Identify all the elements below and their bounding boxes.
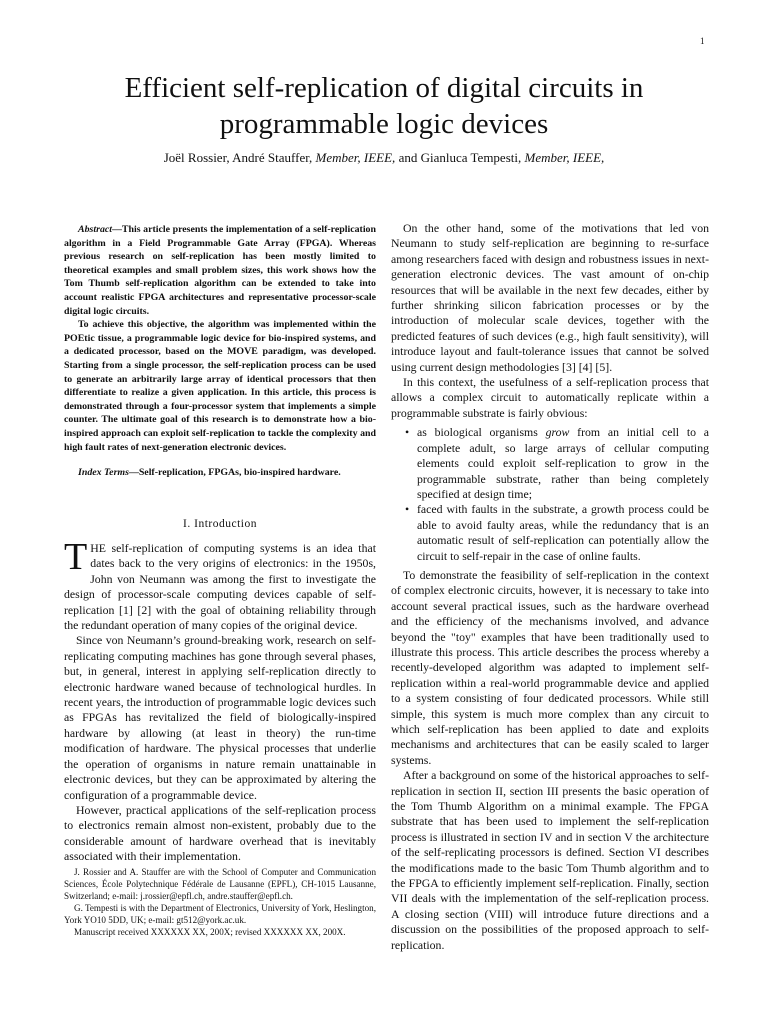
- index-terms-text: —Self-replication, FPGAs, bio-inspired hardware.: [128, 467, 341, 478]
- bullet-item-2: • faced with faults in the substrate, a growth process could be able to avoid faulty areas, while the redundancy that is an automatic result of self-replication can potentially allow the circuit to self-repair in the case of online faults.: [417, 502, 709, 564]
- intro-text-1: HE self-replication of computing systems is an idea that dates back to the very origins of electronics: in the 1950s, John von Neumann was among the first to investigate the design of processor-scale computing devices capable of self-replication [1] [2] with the goal of obtaining reliability through the redundant operation of many copies of the original device.: [64, 541, 376, 633]
- right-paragraph-3: To demonstrate the feasibility of self-replication in the context of complex electronic circuits, however, it is necessary to take into account several practical issues, such as the hardware overhead and the efficiency of the mechanisms involved, and advance beyond the "toy" examples that have been traditionally used to illustrate this process. This article describes the process whereby a recently-developed algorithm was adapted to implement self-replication within a real-world programmable device and applied to a system consisting of four dedicated processors. While still simple, this system is much more complex than any circuit to which self-replication has been applied to date and exploits mechanisms and architectures that can be easily scaled to larger systems.: [391, 567, 709, 767]
- footnote-2: G. Tempesti is with the Department of Electronics, University of York, Heslington, York YO10 5DD, UK; e-mail: gt512@york.ac.uk.: [64, 903, 376, 925]
- paper-title: [60, 70, 708, 142]
- author-names-2: and Gianluca Tempesti,: [398, 150, 522, 165]
- index-terms: [64, 466, 376, 479]
- abstract-paragraph-2: To achieve this objective, the algorithm was implemented within the POEtic tissue, a programmable logic device for bio-inspired systems, and a dedicated processor, based on the MOVE paradigm, was developed. Starting from a single processor, the self-replication process can be used to generate an arbitrarily large array of identical processors that then differentiate to realize a given application. In this article, this process is demonstrated through a four-processor system that implements a simple counter. The ultimate goal of this research is to demonstrate how a bio-inspired approach can exploit self-replication to tackle the complexity and high fault rates of next-generation electronic devices.: [64, 319, 376, 453]
- abstract-text-1: —This article presents the implementation of a self-replication algorithm in a Field Programmable Gate Array (FPGA). Whereas previous research on self-replication has been mostly limited to theoretical examples and small problem sizes, this work shows how the Tom Thumb self-replication algorithm can be extended to take into account realistic FPGA architectures and representative processor-scale digital logic circuits.: [64, 224, 376, 317]
- footnote: [64, 866, 376, 938]
- author-line: [60, 150, 708, 166]
- intro-paragraph-3: However, practical applications of the self-replication process to electronics remain almost non-existent, probably due to the considerable amount of hardware overhead that is inevitably associated with their implementation.: [64, 802, 376, 864]
- abstract-lead: Abstract: [78, 224, 113, 235]
- right-paragraph-2: In this context, the usefulness of a self-replication process that allows a complex circuit to automatically replicate within a programmable substrate is fairly obvious:: [391, 375, 709, 420]
- abstract-paragraph-1: [64, 223, 376, 318]
- intro-paragraph-1: [64, 536, 376, 633]
- drop-cap: T: [64, 536, 88, 578]
- bullet-1-post: from an initial cell to a complete adult, so large arrays of cellular computing elements could exploit self-replication to grow in the programmable substrate, rather than being completely specified at design time;: [417, 425, 709, 501]
- footnote-1: J. Rossier and A. Stauffer are with the School of Computer and Communication Sciences, École Polytechnique Fédérale de Lausanne (EPFL), CH-1015 Lausanne, Switzerland; e-mail: j.rossier@epfl.ch, andre.stauffer@epfl.ch.: [64, 867, 376, 901]
- paper-title-line-1: Efficient self-replication of digital circuits in: [124, 72, 644, 104]
- bullet-list: [391, 425, 709, 564]
- right-column-body: [391, 221, 709, 953]
- abstract: [64, 223, 376, 454]
- footnote-3: Manuscript received XXXXXX XX, 200X; revised XXXXXX XX, 200X.: [74, 927, 346, 937]
- author-role-1: Member, IEEE,: [315, 150, 396, 165]
- right-paragraph-1: On the other hand, some of the motivations that led von Neumann to study self-replication are beginning to re-surface among researchers faced with design and robustness issues in next-generation electronic devices. The vast amount of on-chip resources that will be available in the next few decades, either by further shrinking silicon fabrication processes or by the introduction of molecular scale devices, together with the predicted features of such devices (e.g., high fault sensitivity), will introduce layout and fault-tolerance issues that cannot be solved using current design methodologies [3] [4] [5].: [391, 221, 709, 374]
- paper-title-line-2: programmable logic devices: [219, 108, 549, 140]
- author-role-2: Member, IEEE,: [524, 150, 605, 165]
- section-heading-introduction: I. Introduction: [183, 518, 257, 530]
- page-number: 1: [700, 36, 705, 46]
- intro-paragraph-2: Since von Neumann’s ground-breaking work, research on self-replicating computing machines has gone through several phases, but, in general, interest in applying self-replication directly to electronic hardware waned because of technological hurdles. In recent years, the introduction of programmable logic devices such as FPGAs has revitalized the field of biologically-inspired hardware by allowing (at least in theory) the run-time modification of hardware. The physical processes that underlie the operation of organisms in nature remain unattainable in electronic devices, but they can be approximated by altering the configuration of a programmable device.: [64, 633, 376, 802]
- bullet-1-emphasis: grow: [545, 425, 570, 440]
- bullet-1-pre: as biological organisms: [417, 425, 546, 440]
- bullet-item-1: [417, 425, 709, 502]
- right-paragraph-4: After a background on some of the historical approaches to self-replication in section II, section III presents the basic operation of the Tom Thumb Algorithm on a minimal example. The FPGA substrate that has been used to implement the self-replication process is illustrated in section IV and in section V the architecture of the self-replicating processors is defined. Section VI describes the modifications made to the basic Tom Thumb algorithm and to the FPGA to efficiently implement self-replication. Finally, section VII deals with the implementation of the self-replication process. A closing section (VIII) will introduce future directions and a discussion on the possibilities of the proposed approach to self-replication.: [391, 768, 709, 952]
- author-names-1: Joël Rossier, André Stauffer,: [163, 150, 313, 165]
- introduction-body: [64, 536, 376, 865]
- index-terms-lead: Index Terms: [78, 467, 129, 478]
